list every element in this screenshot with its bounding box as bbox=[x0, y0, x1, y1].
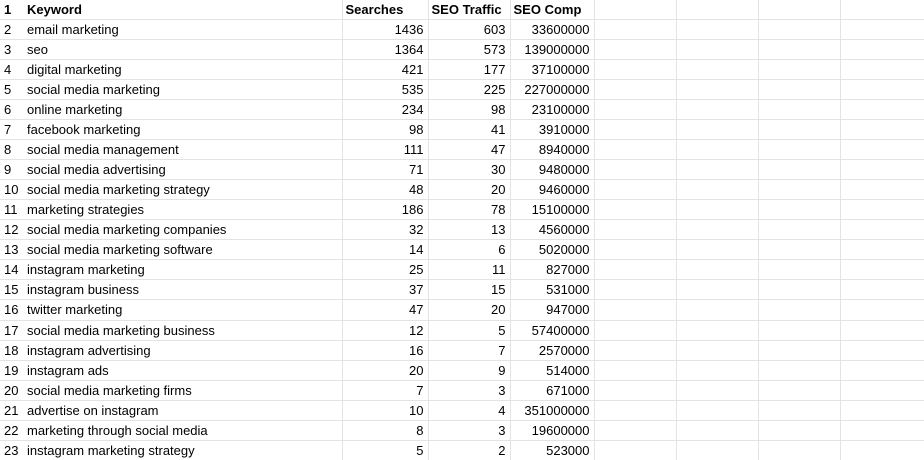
seo-traffic-cell[interactable]: 11 bbox=[428, 260, 510, 280]
seo-traffic-cell[interactable]: 47 bbox=[428, 140, 510, 160]
seo-traffic-cell[interactable]: 573 bbox=[428, 40, 510, 60]
empty-cell[interactable] bbox=[758, 260, 840, 280]
empty-cell[interactable] bbox=[840, 380, 924, 400]
table-row bbox=[0, 80, 924, 100]
seo-comp-cell[interactable]: 57400000 bbox=[510, 320, 594, 340]
empty-cell[interactable] bbox=[594, 0, 676, 20]
seo-comp-cell[interactable]: 3910000 bbox=[510, 120, 594, 140]
seo-traffic-cell[interactable]: 6 bbox=[428, 240, 510, 260]
empty-cell[interactable] bbox=[840, 280, 924, 300]
empty-cell[interactable] bbox=[594, 280, 676, 300]
empty-cell[interactable] bbox=[758, 440, 840, 460]
empty-cell[interactable] bbox=[676, 260, 758, 280]
seo-traffic-cell[interactable]: 177 bbox=[428, 60, 510, 80]
seo-comp-cell[interactable]: 947000 bbox=[510, 300, 594, 320]
empty-cell[interactable] bbox=[840, 320, 924, 340]
row-number: 12 bbox=[0, 220, 24, 240]
row-number: 3 bbox=[0, 40, 24, 60]
empty-cell[interactable] bbox=[840, 200, 924, 220]
row-number: 17 bbox=[0, 320, 24, 340]
empty-cell[interactable] bbox=[676, 200, 758, 220]
empty-cell[interactable] bbox=[594, 160, 676, 180]
table-row bbox=[0, 280, 924, 300]
seo-comp-cell[interactable]: 523000 bbox=[510, 440, 594, 460]
seo-comp-cell[interactable]: 227000000 bbox=[510, 80, 594, 100]
seo-comp-cell[interactable]: 514000 bbox=[510, 360, 594, 380]
row-number: 11 bbox=[0, 200, 24, 220]
row-number: 21 bbox=[0, 400, 24, 420]
table-row bbox=[0, 40, 924, 60]
searches-cell[interactable]: 535 bbox=[342, 80, 428, 100]
keyword-cell[interactable]: social media marketing business bbox=[24, 320, 342, 340]
table-row bbox=[0, 360, 924, 380]
seo-traffic-cell[interactable]: 9 bbox=[428, 360, 510, 380]
table-row bbox=[0, 420, 924, 440]
empty-cell[interactable] bbox=[758, 140, 840, 160]
empty-cell[interactable] bbox=[594, 360, 676, 380]
empty-cell[interactable] bbox=[758, 380, 840, 400]
empty-cell[interactable] bbox=[840, 440, 924, 460]
header-keyword[interactable]: Keyword bbox=[24, 0, 342, 20]
keyword-cell[interactable]: instagram ads bbox=[24, 360, 342, 380]
keyword-cell[interactable]: advertise on instagram bbox=[24, 400, 342, 420]
empty-cell[interactable] bbox=[840, 400, 924, 420]
empty-cell[interactable] bbox=[594, 380, 676, 400]
seo-comp-cell[interactable]: 2570000 bbox=[510, 340, 594, 360]
row-number: 1 bbox=[0, 0, 24, 20]
seo-comp-cell[interactable]: 23100000 bbox=[510, 100, 594, 120]
table-row bbox=[0, 100, 924, 120]
seo-traffic-cell[interactable]: 15 bbox=[428, 280, 510, 300]
seo-traffic-cell[interactable]: 20 bbox=[428, 180, 510, 200]
seo-comp-cell[interactable]: 37100000 bbox=[510, 60, 594, 80]
table-row bbox=[0, 440, 924, 460]
searches-cell[interactable]: 1364 bbox=[342, 40, 428, 60]
table-row bbox=[0, 20, 924, 40]
empty-cell[interactable] bbox=[758, 60, 840, 80]
seo-comp-cell[interactable]: 9460000 bbox=[510, 180, 594, 200]
keyword-cell[interactable]: social media marketing bbox=[24, 80, 342, 100]
empty-cell[interactable] bbox=[758, 120, 840, 140]
empty-cell[interactable] bbox=[840, 260, 924, 280]
empty-cell[interactable] bbox=[594, 40, 676, 60]
empty-cell[interactable] bbox=[758, 0, 840, 20]
empty-cell[interactable] bbox=[676, 40, 758, 60]
table-row bbox=[0, 340, 924, 360]
empty-cell[interactable] bbox=[758, 220, 840, 240]
searches-cell[interactable]: 98 bbox=[342, 120, 428, 140]
empty-cell[interactable] bbox=[676, 400, 758, 420]
empty-cell[interactable] bbox=[840, 40, 924, 60]
table-row bbox=[0, 180, 924, 200]
empty-cell[interactable] bbox=[594, 140, 676, 160]
searches-cell[interactable]: 20 bbox=[342, 360, 428, 380]
empty-cell[interactable] bbox=[840, 340, 924, 360]
keyword-cell[interactable]: social media marketing strategy bbox=[24, 180, 342, 200]
seo-traffic-cell[interactable]: 3 bbox=[428, 420, 510, 440]
seo-traffic-cell[interactable]: 41 bbox=[428, 120, 510, 140]
seo-traffic-cell[interactable]: 2 bbox=[428, 440, 510, 460]
table-row bbox=[0, 200, 924, 220]
empty-cell[interactable] bbox=[676, 240, 758, 260]
empty-cell[interactable] bbox=[594, 200, 676, 220]
table-row bbox=[0, 120, 924, 140]
row-number: 23 bbox=[4, 442, 19, 458]
searches-cell[interactable]: 71 bbox=[342, 160, 428, 180]
keyword-cell[interactable]: social media marketing software bbox=[24, 240, 342, 260]
row-number: 19 bbox=[0, 360, 24, 380]
empty-cell[interactable] bbox=[758, 100, 840, 120]
keyword-cell[interactable]: digital marketing bbox=[24, 60, 342, 80]
seo-comp-cell[interactable]: 33600000 bbox=[510, 20, 594, 40]
empty-cell[interactable] bbox=[594, 320, 676, 340]
empty-cell[interactable] bbox=[594, 440, 676, 460]
seo-traffic-cell[interactable]: 225 bbox=[428, 80, 510, 100]
seo-traffic-cell[interactable]: 78 bbox=[428, 200, 510, 220]
table-row bbox=[0, 400, 924, 420]
empty-cell[interactable] bbox=[594, 220, 676, 240]
empty-cell[interactable] bbox=[676, 180, 758, 200]
searches-cell[interactable]: 186 bbox=[342, 200, 428, 220]
header-row bbox=[0, 0, 924, 20]
empty-cell[interactable] bbox=[840, 360, 924, 380]
empty-cell[interactable] bbox=[758, 180, 840, 200]
empty-cell[interactable] bbox=[840, 20, 924, 40]
empty-cell[interactable] bbox=[840, 100, 924, 120]
row-number: 9 bbox=[0, 160, 24, 180]
empty-cell[interactable] bbox=[676, 380, 758, 400]
empty-cell[interactable] bbox=[840, 160, 924, 180]
seo-traffic-cell[interactable]: 603 bbox=[428, 20, 510, 40]
empty-cell[interactable] bbox=[676, 280, 758, 300]
empty-cell[interactable] bbox=[676, 440, 758, 460]
keyword-cell[interactable]: marketing strategies bbox=[24, 200, 342, 220]
empty-cell[interactable] bbox=[594, 80, 676, 100]
seo-comp-cell[interactable]: 827000 bbox=[510, 260, 594, 280]
empty-cell[interactable] bbox=[840, 240, 924, 260]
seo-traffic-cell[interactable]: 20 bbox=[428, 300, 510, 320]
row-number: 15 bbox=[0, 280, 24, 300]
searches-cell[interactable]: 12 bbox=[342, 320, 428, 340]
empty-cell[interactable] bbox=[758, 160, 840, 180]
empty-cell[interactable] bbox=[758, 40, 840, 60]
empty-cell[interactable] bbox=[676, 220, 758, 240]
empty-cell[interactable] bbox=[594, 180, 676, 200]
searches-cell[interactable]: 10 bbox=[342, 400, 428, 420]
seo-comp-cell[interactable]: 15100000 bbox=[510, 200, 594, 220]
empty-cell[interactable] bbox=[676, 0, 758, 20]
searches-cell[interactable]: 8 bbox=[342, 420, 428, 440]
empty-cell[interactable] bbox=[758, 300, 840, 320]
row-number: 18 bbox=[0, 340, 24, 360]
empty-cell[interactable] bbox=[758, 200, 840, 220]
searches-cell[interactable]: 421 bbox=[342, 60, 428, 80]
searches-cell[interactable]: 47 bbox=[342, 300, 428, 320]
seo-comp-cell[interactable]: 8940000 bbox=[510, 140, 594, 160]
seo-traffic-cell[interactable]: 98 bbox=[428, 100, 510, 120]
searches-cell[interactable]: 14 bbox=[342, 240, 428, 260]
empty-cell[interactable] bbox=[676, 120, 758, 140]
searches-cell[interactable]: 25 bbox=[342, 260, 428, 280]
header-seo-comp[interactable]: SEO Comp bbox=[510, 0, 594, 20]
empty-cell[interactable] bbox=[840, 80, 924, 100]
empty-cell[interactable] bbox=[594, 400, 676, 420]
seo-traffic-cell[interactable]: 7 bbox=[428, 340, 510, 360]
seo-comp-cell[interactable]: 5020000 bbox=[510, 240, 594, 260]
searches-cell[interactable]: 234 bbox=[342, 100, 428, 120]
empty-cell[interactable] bbox=[758, 420, 840, 440]
empty-cell[interactable] bbox=[758, 80, 840, 100]
searches-cell[interactable]: 5 bbox=[342, 440, 428, 460]
keyword-cell[interactable]: social media marketing firms bbox=[24, 380, 342, 400]
keyword-cell[interactable]: twitter marketing bbox=[24, 300, 342, 320]
empty-cell[interactable] bbox=[758, 400, 840, 420]
row-number: 2 bbox=[0, 20, 24, 40]
empty-cell[interactable] bbox=[676, 160, 758, 180]
seo-comp-cell[interactable]: 9480000 bbox=[510, 160, 594, 180]
seo-comp-cell[interactable]: 19600000 bbox=[510, 420, 594, 440]
header-seo-traffic[interactable]: SEO Traffic bbox=[428, 0, 510, 20]
empty-cell[interactable] bbox=[594, 340, 676, 360]
empty-cell[interactable] bbox=[840, 300, 924, 320]
table-row bbox=[0, 60, 924, 80]
keyword-cell[interactable]: instagram advertising bbox=[24, 340, 342, 360]
keyword-cell[interactable]: online marketing bbox=[24, 100, 342, 120]
empty-cell[interactable] bbox=[840, 220, 924, 240]
row-number: 14 bbox=[0, 260, 24, 280]
keyword-cell[interactable]: email marketing bbox=[24, 20, 342, 40]
seo-comp-cell[interactable]: 4560000 bbox=[510, 220, 594, 240]
empty-cell[interactable] bbox=[594, 420, 676, 440]
table-row bbox=[0, 300, 924, 320]
empty-cell[interactable] bbox=[676, 340, 758, 360]
keyword-cell[interactable]: instagram marketing bbox=[24, 260, 342, 280]
searches-cell[interactable]: 48 bbox=[342, 180, 428, 200]
keyword-cell[interactable]: instagram business bbox=[24, 280, 342, 300]
table-row bbox=[0, 240, 924, 260]
empty-cell[interactable] bbox=[840, 120, 924, 140]
seo-traffic-cell[interactable]: 30 bbox=[428, 160, 510, 180]
row-number: 7 bbox=[0, 120, 24, 140]
empty-cell[interactable] bbox=[594, 60, 676, 80]
row-number: 20 bbox=[0, 380, 24, 400]
empty-cell[interactable] bbox=[840, 60, 924, 80]
empty-cell[interactable] bbox=[676, 60, 758, 80]
empty-cell[interactable] bbox=[840, 420, 924, 440]
table-row bbox=[0, 320, 924, 340]
table-row bbox=[0, 220, 924, 240]
table-row bbox=[0, 140, 924, 160]
empty-cell[interactable] bbox=[676, 360, 758, 380]
empty-cell[interactable] bbox=[594, 120, 676, 140]
seo-comp-cell[interactable]: 671000 bbox=[510, 380, 594, 400]
table-row bbox=[0, 380, 924, 400]
empty-cell[interactable] bbox=[758, 20, 840, 40]
empty-cell[interactable] bbox=[676, 100, 758, 120]
empty-cell[interactable] bbox=[840, 140, 924, 160]
keyword-cell[interactable]: seo bbox=[24, 40, 342, 60]
keyword-cell[interactable]: social media marketing companies bbox=[24, 220, 342, 240]
row-number: 6 bbox=[0, 100, 24, 120]
empty-cell[interactable] bbox=[676, 300, 758, 320]
row-number: 5 bbox=[0, 80, 24, 100]
searches-cell[interactable]: 16 bbox=[342, 340, 428, 360]
header-searches[interactable]: Searches bbox=[342, 0, 428, 20]
seo-comp-cell[interactable]: 351000000 bbox=[510, 400, 594, 420]
keyword-cell[interactable]: facebook marketing bbox=[24, 120, 342, 140]
searches-cell[interactable]: 7 bbox=[342, 380, 428, 400]
seo-comp-cell[interactable]: 139000000 bbox=[510, 40, 594, 60]
keyword-cell[interactable]: social media advertising bbox=[24, 160, 342, 180]
empty-cell[interactable] bbox=[594, 100, 676, 120]
empty-cell[interactable] bbox=[758, 280, 840, 300]
searches-cell[interactable]: 1436 bbox=[342, 20, 428, 40]
empty-cell[interactable] bbox=[594, 20, 676, 40]
empty-cell[interactable] bbox=[676, 420, 758, 440]
seo-traffic-cell[interactable]: 4 bbox=[428, 400, 510, 420]
searches-cell[interactable]: 32 bbox=[342, 220, 428, 240]
empty-cell[interactable] bbox=[676, 140, 758, 160]
table-row bbox=[0, 260, 924, 280]
searches-cell[interactable]: 37 bbox=[342, 280, 428, 300]
searches-cell[interactable]: 111 bbox=[342, 140, 428, 160]
keyword-cell[interactable]: social media management bbox=[24, 140, 342, 160]
table-row bbox=[0, 160, 924, 180]
seo-traffic-cell[interactable]: 3 bbox=[428, 380, 510, 400]
seo-traffic-cell[interactable]: 5 bbox=[428, 320, 510, 340]
empty-cell[interactable] bbox=[594, 240, 676, 260]
empty-cell[interactable] bbox=[594, 300, 676, 320]
row-number: 10 bbox=[0, 180, 24, 200]
empty-cell[interactable] bbox=[594, 260, 676, 280]
seo-comp-cell[interactable]: 531000 bbox=[510, 280, 594, 300]
empty-cell[interactable] bbox=[758, 340, 840, 360]
empty-cell[interactable] bbox=[676, 20, 758, 40]
row-number: 22 bbox=[0, 420, 24, 440]
empty-cell[interactable] bbox=[676, 80, 758, 100]
keyword-cell[interactable]: marketing through social media bbox=[24, 420, 342, 440]
empty-cell[interactable] bbox=[840, 0, 924, 20]
seo-traffic-cell[interactable]: 13 bbox=[428, 220, 510, 240]
empty-cell[interactable] bbox=[758, 360, 840, 380]
empty-cell[interactable] bbox=[676, 320, 758, 340]
empty-cell[interactable] bbox=[758, 240, 840, 260]
keyword-cell[interactable]: instagram marketing strategy bbox=[24, 440, 342, 460]
empty-cell[interactable] bbox=[840, 180, 924, 200]
row-number: 4 bbox=[0, 60, 24, 80]
row-number: 8 bbox=[0, 140, 24, 160]
empty-cell[interactable] bbox=[758, 320, 840, 340]
row-number: 13 bbox=[0, 240, 24, 260]
row-number: 16 bbox=[0, 300, 24, 320]
